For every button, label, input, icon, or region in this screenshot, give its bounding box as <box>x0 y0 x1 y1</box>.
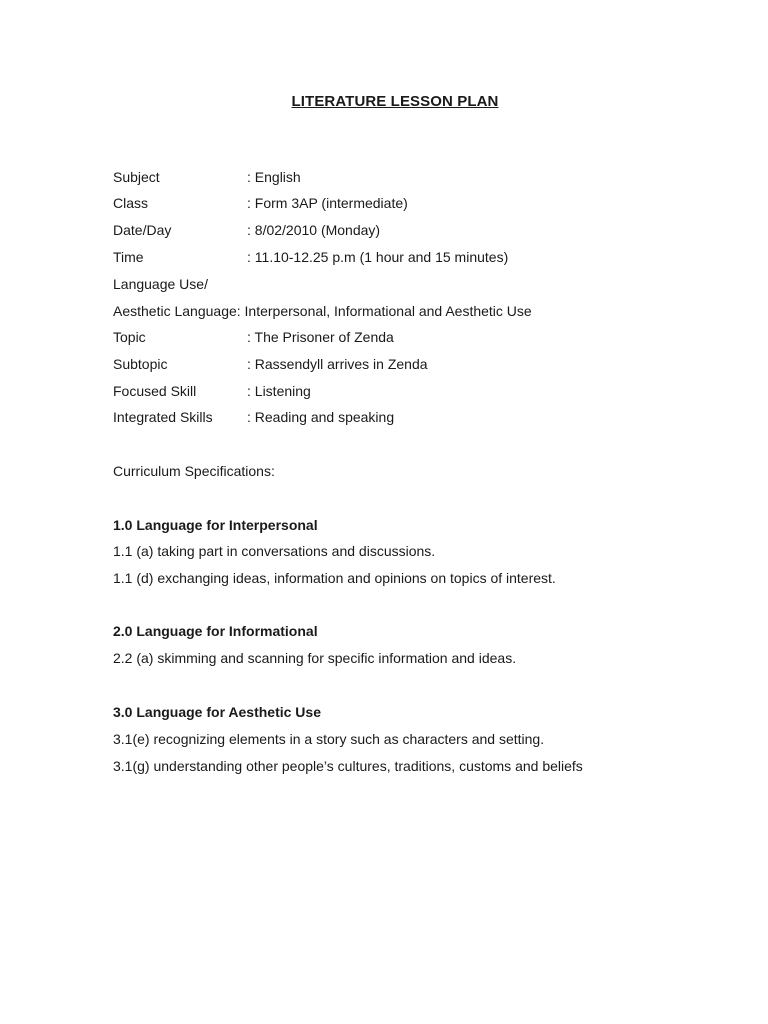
section-heading: 1.0 Language for Interpersonal <box>113 517 318 533</box>
detail-label: Integrated Skills <box>113 409 213 425</box>
detail-label: Topic <box>113 329 146 345</box>
detail-label: Date/Day <box>113 222 172 238</box>
detail-value: : 11.10-12.25 p.m (1 hour and 15 minutes) <box>247 249 509 265</box>
detail-label: Aesthetic Language: Interpersonal, Informational and Aesthetic Use <box>113 303 532 319</box>
section-item: 1.1 (a) taking part in conversations and discussions. <box>113 543 436 559</box>
detail-value: : Reading and speaking <box>247 409 395 425</box>
detail-label: Subtopic <box>113 356 168 372</box>
detail-value: : Listening <box>247 383 311 399</box>
detail-label: Focused Skill <box>113 383 197 399</box>
detail-value: : Form 3AP (intermediate) <box>247 195 408 211</box>
detail-row-integrated-skills <box>113 408 395 426</box>
detail-label: Time <box>113 249 144 265</box>
page-title: LITERATURE LESSON PLAN <box>291 93 499 110</box>
detail-label: Language Use/ <box>113 276 208 292</box>
detail-value: : English <box>247 169 301 185</box>
section-item: 2.2 (a) skimming and scanning for specific information and ideas. <box>113 650 517 666</box>
detail-row-class <box>113 194 408 212</box>
section-item: 3.1(g) understanding other people’s cultures, traditions, customs and beliefs <box>113 758 583 774</box>
section-item: 3.1(e) recognizing elements in a story such as characters and setting. <box>113 731 545 747</box>
detail-value: : 8/02/2010 (Monday) <box>247 222 381 238</box>
section-heading: 3.0 Language for Aesthetic Use <box>113 704 321 720</box>
detail-row-aesthetic-language <box>113 302 532 320</box>
detail-label: Subject <box>113 169 160 185</box>
detail-row-subject <box>113 168 301 186</box>
detail-row-subtopic <box>113 355 428 373</box>
detail-row-focused-skill <box>113 382 311 400</box>
detail-label: Class <box>113 195 149 211</box>
detail-value: : Rassendyll arrives in Zenda <box>247 356 428 372</box>
section-item: 1.1 (d) exchanging ideas, information and opinions on topics of interest. <box>113 570 556 586</box>
detail-row-time <box>113 248 509 266</box>
curriculum-heading: Curriculum Specifications: <box>113 463 275 479</box>
detail-row-date <box>113 221 381 239</box>
detail-row-topic <box>113 328 394 346</box>
detail-row-language-use <box>113 275 208 293</box>
detail-value: : The Prisoner of Zenda <box>247 329 394 345</box>
section-heading: 2.0 Language for Informational <box>113 623 318 639</box>
